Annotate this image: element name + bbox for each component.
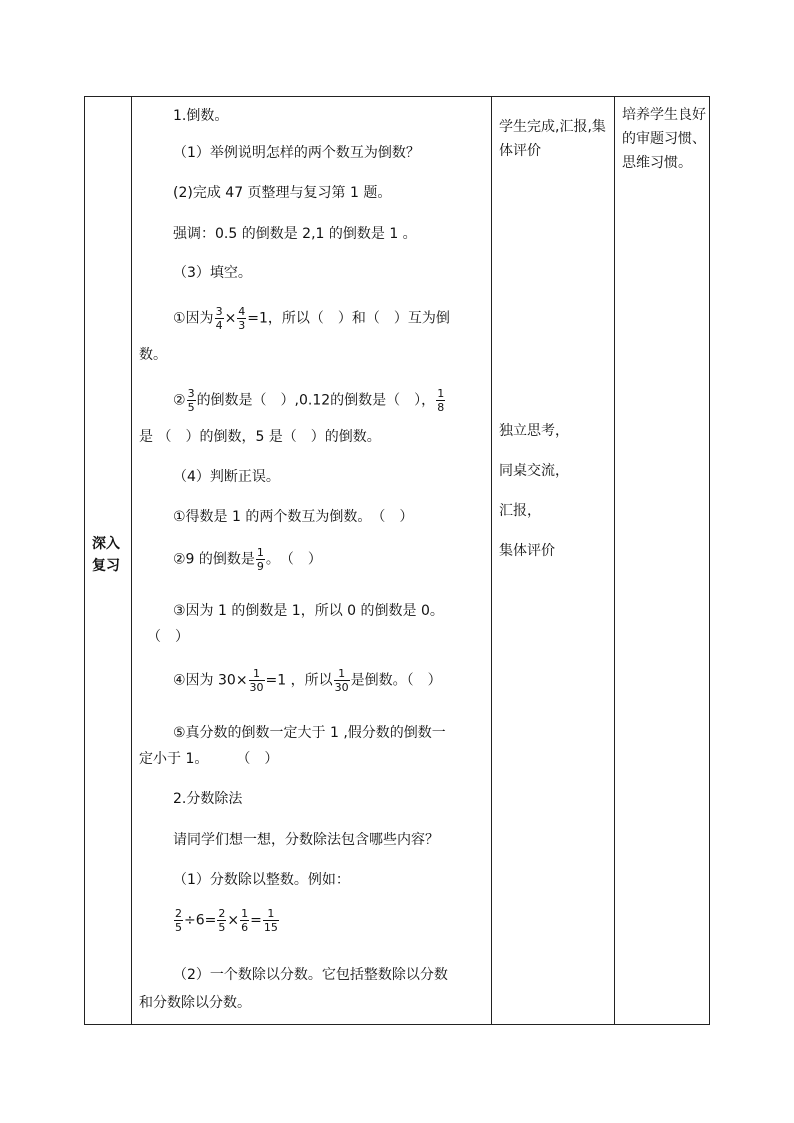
fill-blank-item-1-cont: 数。 [139,347,167,363]
division-type-2: （2）一个数除以分数。它包括整数除以分数 [173,967,448,983]
heading-reciprocal: 1.倒数。 [173,108,229,124]
judge-item-4: ④因为 30× $\frac{1}{30}$ =1 ，所以 $\frac{1}{30}$ 是倒数。（ ） [173,667,442,694]
fraction: $\frac{1}{8}$ [437,387,445,414]
judge-heading: （4）判断正误。 [173,469,280,485]
fraction: $\frac{1}{15}$ [263,907,278,934]
fill-blank-heading: （3）填空。 [173,265,252,281]
fraction: $\frac{3}{4}$ [215,305,223,332]
student-activity-4: 汇报， [499,503,541,519]
fraction: $\frac{2}{5}$ [218,907,226,934]
column-divider [131,97,132,1024]
fraction: $\frac{3}{5}$ [187,387,195,414]
student-activity-3: 同桌交流， [499,463,569,479]
heading-fraction-division: 2.分数除法 [173,791,243,807]
student-activity-1: 学生完成,汇报,集体评价 [499,119,606,159]
division-type-2-cont: 和分数除以分数。 [139,995,251,1011]
task-2: (2)完成 47 页整理与复习第 1 题。 [173,185,392,201]
fill-blank-item-2: ② $\frac{3}{5}$ 的倒数是（ ）,0.12的倒数是（ ）， $\frac{1}{8}$ [173,387,445,414]
question-1: （1）举例说明怎样的两个数互为倒数？ [173,145,420,161]
judge-item-2: ②9 的倒数是 $\frac{1}{9}$ 。 （ ） [173,546,322,573]
fraction: $\frac{1}{6}$ [241,907,249,934]
emphasis-note: 强调：0.5 的倒数是 2,1 的倒数是 1 。 [173,226,417,242]
fraction: $\frac{1}{30}$ [249,667,264,694]
judge-item-3-cont: （ ） [147,629,189,645]
judge-item-1: ①得数是 1 的两个数互为倒数。 （ ） [173,509,414,525]
section-label: 深入复习 [92,536,120,574]
judge-item-5-cont: 定小于 1。 （ ） [139,751,279,767]
fraction: $\frac{1}{9}$ [256,546,264,573]
fraction: $\frac{2}{5}$ [175,907,182,934]
judge-item-3: ③因为 1 的倒数是 1，所以 0 的倒数是 0。 [173,603,444,619]
column-divider [614,97,615,1024]
judge-item-5: ⑤真分数的倒数一定大于 1 ,假分数的倒数一 [173,725,446,741]
division-type-1: （1）分数除以整数。例如： [173,872,350,888]
question-division: 请同学们想一想，分数除法包含哪些内容？ [173,832,439,848]
student-activity-2: 独立思考， [499,423,569,439]
fraction: $\frac{1}{30}$ [334,667,349,694]
student-activity-5: 集体评价 [499,543,555,559]
division-example: $\frac{2}{5}$ ÷6= $\frac{2}{5}$ × $\frac{1}{6}$ = $\frac{1}{15}$ [175,907,278,934]
fill-blank-item-2-cont: 是 （ ）的倒数，5 是（ ）的倒数。 [139,429,381,445]
column-divider [491,97,492,1024]
design-purpose: 培养学生良好的审题习惯、思维习惯。 [622,107,706,171]
fraction: $\frac{4}{3}$ [238,305,246,332]
fill-blank-item-1: ①因为 $\frac{3}{4}$ × $\frac{4}{3}$ =1，所以（ ）和（ ）互为倒 [173,305,450,332]
lesson-table [84,96,710,1025]
